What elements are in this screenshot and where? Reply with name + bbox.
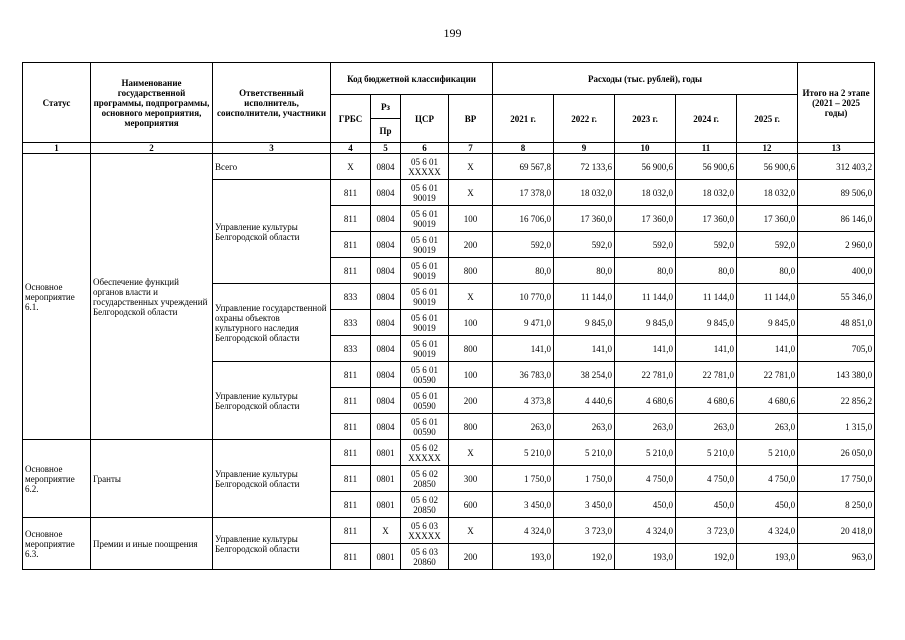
- executor-cell: Управление культуры Белгородской области: [213, 180, 331, 284]
- rz-cell: 0801: [371, 466, 401, 492]
- csr-cell: 05 6 01 90019: [401, 284, 449, 310]
- header-year-2025: 2025 г.: [737, 95, 798, 143]
- value-2025-cell: 592,0: [737, 232, 798, 258]
- total-cell: 20 418,0: [798, 518, 875, 544]
- grbs-cell: 811: [331, 544, 371, 570]
- rz-cell: 0804: [371, 362, 401, 388]
- value-2022-cell: 263,0: [554, 414, 615, 440]
- value-2021-cell: 3 450,0: [493, 492, 554, 518]
- table-body: [23, 154, 875, 570]
- total-cell: 1 315,0: [798, 414, 875, 440]
- executor-cell: Управление культуры Белгородской области: [213, 440, 331, 518]
- csr-cell: 05 6 01 90019: [401, 258, 449, 284]
- header-year-2022: 2022 г.: [554, 95, 615, 143]
- value-2023-cell: 4 324,0: [615, 518, 676, 544]
- grbs-cell: 811: [331, 258, 371, 284]
- grbs-cell: 811: [331, 492, 371, 518]
- value-2023-cell: 4 750,0: [615, 466, 676, 492]
- grbs-cell: 811: [331, 206, 371, 232]
- value-2025-cell: 141,0: [737, 336, 798, 362]
- column-number: 10: [615, 143, 676, 154]
- column-number: 9: [554, 143, 615, 154]
- column-number: 4: [331, 143, 371, 154]
- header-budget-code: Код бюджетной классификации: [331, 63, 493, 95]
- header-vr: ВР: [449, 95, 493, 143]
- value-2023-cell: 18 032,0: [615, 180, 676, 206]
- rz-cell: 0804: [371, 206, 401, 232]
- value-2025-cell: 22 781,0: [737, 362, 798, 388]
- csr-cell: 05 6 01 90019: [401, 232, 449, 258]
- value-2023-cell: 592,0: [615, 232, 676, 258]
- column-number: 6: [401, 143, 449, 154]
- vr-cell: X: [449, 180, 493, 206]
- status-cell: Основное мероприятие 6.2.: [23, 440, 91, 518]
- header-status: Статус: [23, 63, 91, 143]
- executor-cell: Управление культуры Белгородской области: [213, 362, 331, 440]
- value-2024-cell: 18 032,0: [676, 180, 737, 206]
- grbs-cell: 811: [331, 440, 371, 466]
- program-name-cell: Гранты: [91, 440, 213, 518]
- csr-cell: 05 6 01 90019: [401, 180, 449, 206]
- rz-cell: 0804: [371, 232, 401, 258]
- rz-cell: 0804: [371, 284, 401, 310]
- vr-cell: 100: [449, 206, 493, 232]
- header-grbs: ГРБС: [331, 95, 371, 143]
- column-number: 11: [676, 143, 737, 154]
- executor-cell: Управление государственной охраны объектов культурного наследия Белгородской области: [213, 284, 331, 362]
- header-rz: Рз: [371, 95, 401, 119]
- value-2023-cell: 141,0: [615, 336, 676, 362]
- value-2024-cell: 56 900,6: [676, 154, 737, 180]
- rz-cell: 0804: [371, 258, 401, 284]
- rz-cell: 0801: [371, 440, 401, 466]
- csr-cell: 05 6 03 XXXXX: [401, 518, 449, 544]
- vr-cell: X: [449, 154, 493, 180]
- value-2022-cell: 11 144,0: [554, 284, 615, 310]
- column-number: 8: [493, 143, 554, 154]
- total-cell: 89 506,0: [798, 180, 875, 206]
- value-2024-cell: 592,0: [676, 232, 737, 258]
- grbs-cell: 833: [331, 310, 371, 336]
- total-cell: 48 851,0: [798, 310, 875, 336]
- vr-cell: X: [449, 440, 493, 466]
- grbs-cell: X: [331, 154, 371, 180]
- column-number: 13: [798, 143, 875, 154]
- value-2021-cell: 10 770,0: [493, 284, 554, 310]
- value-2022-cell: 592,0: [554, 232, 615, 258]
- value-2024-cell: 22 781,0: [676, 362, 737, 388]
- value-2022-cell: 1 750,0: [554, 466, 615, 492]
- value-2023-cell: 56 900,6: [615, 154, 676, 180]
- value-2022-cell: 5 210,0: [554, 440, 615, 466]
- total-cell: 17 750,0: [798, 466, 875, 492]
- value-2024-cell: 17 360,0: [676, 206, 737, 232]
- executor-cell: Всего: [213, 154, 331, 180]
- value-2023-cell: 80,0: [615, 258, 676, 284]
- executor-cell: Управление культуры Белгородской области: [213, 518, 331, 570]
- value-2024-cell: 4 680,6: [676, 388, 737, 414]
- value-2023-cell: 9 845,0: [615, 310, 676, 336]
- table-row: [23, 154, 875, 180]
- value-2022-cell: 192,0: [554, 544, 615, 570]
- csr-cell: 05 6 02 20850: [401, 492, 449, 518]
- value-2021-cell: 5 210,0: [493, 440, 554, 466]
- value-2021-cell: 9 471,0: [493, 310, 554, 336]
- csr-cell: 05 6 02 XXXXX: [401, 440, 449, 466]
- grbs-cell: 811: [331, 232, 371, 258]
- vr-cell: 300: [449, 466, 493, 492]
- vr-cell: 100: [449, 362, 493, 388]
- value-2025-cell: 450,0: [737, 492, 798, 518]
- vr-cell: 800: [449, 414, 493, 440]
- total-cell: 8 250,0: [798, 492, 875, 518]
- header-csr: ЦСР: [401, 95, 449, 143]
- value-2023-cell: 5 210,0: [615, 440, 676, 466]
- vr-cell: 200: [449, 232, 493, 258]
- csr-cell: 05 6 01 90019: [401, 206, 449, 232]
- vr-cell: 200: [449, 544, 493, 570]
- value-2022-cell: 9 845,0: [554, 310, 615, 336]
- csr-cell: 05 6 01 XXXXX: [401, 154, 449, 180]
- column-number: 2: [91, 143, 213, 154]
- value-2022-cell: 17 360,0: [554, 206, 615, 232]
- column-number-row: [23, 143, 875, 154]
- value-2021-cell: 69 567,8: [493, 154, 554, 180]
- total-cell: 143 380,0: [798, 362, 875, 388]
- column-number: 7: [449, 143, 493, 154]
- total-cell: 2 960,0: [798, 232, 875, 258]
- rz-cell: 0804: [371, 154, 401, 180]
- header-expenses: Расходы (тыс. рублей), годы: [493, 63, 798, 95]
- value-2023-cell: 17 360,0: [615, 206, 676, 232]
- grbs-cell: 833: [331, 336, 371, 362]
- csr-cell: 05 6 01 90019: [401, 336, 449, 362]
- grbs-cell: 833: [331, 284, 371, 310]
- total-cell: 86 146,0: [798, 206, 875, 232]
- page-number: 199: [443, 26, 462, 40]
- grbs-cell: 811: [331, 362, 371, 388]
- value-2024-cell: 141,0: [676, 336, 737, 362]
- total-cell: 22 856,2: [798, 388, 875, 414]
- value-2025-cell: 263,0: [737, 414, 798, 440]
- header-year-2024: 2024 г.: [676, 95, 737, 143]
- value-2025-cell: 56 900,6: [737, 154, 798, 180]
- table-row: [23, 518, 875, 544]
- rz-cell: 0801: [371, 544, 401, 570]
- rz-cell: 0804: [371, 336, 401, 362]
- value-2023-cell: 193,0: [615, 544, 676, 570]
- csr-cell: 05 6 03 20860: [401, 544, 449, 570]
- status-cell: Основное мероприятие 6.1.: [23, 154, 91, 440]
- program-name-cell: Премии и иные поощрения: [91, 518, 213, 570]
- budget-table: [22, 62, 875, 570]
- vr-cell: 200: [449, 388, 493, 414]
- value-2022-cell: 4 440,6: [554, 388, 615, 414]
- value-2024-cell: 3 723,0: [676, 518, 737, 544]
- csr-cell: 05 6 01 00590: [401, 414, 449, 440]
- value-2022-cell: 3 723,0: [554, 518, 615, 544]
- total-cell: 963,0: [798, 544, 875, 570]
- grbs-cell: 811: [331, 388, 371, 414]
- value-2021-cell: 36 783,0: [493, 362, 554, 388]
- value-2025-cell: 17 360,0: [737, 206, 798, 232]
- csr-cell: 05 6 01 00590: [401, 362, 449, 388]
- value-2024-cell: 192,0: [676, 544, 737, 570]
- value-2024-cell: 450,0: [676, 492, 737, 518]
- header-year-2023: 2023 г.: [615, 95, 676, 143]
- vr-cell: 800: [449, 258, 493, 284]
- rz-cell: 0804: [371, 414, 401, 440]
- value-2025-cell: 4 680,6: [737, 388, 798, 414]
- value-2022-cell: 72 133,6: [554, 154, 615, 180]
- value-2025-cell: 193,0: [737, 544, 798, 570]
- value-2021-cell: 17 378,0: [493, 180, 554, 206]
- vr-cell: 600: [449, 492, 493, 518]
- value-2021-cell: 193,0: [493, 544, 554, 570]
- header-pr: Пр: [371, 119, 401, 143]
- value-2025-cell: 5 210,0: [737, 440, 798, 466]
- vr-cell: 800: [449, 336, 493, 362]
- vr-cell: X: [449, 284, 493, 310]
- program-name-cell: Обеспечение функций органов власти и государственных учреждений Белгородской области: [91, 154, 213, 440]
- header-year-2021: 2021 г.: [493, 95, 554, 143]
- column-number: 1: [23, 143, 91, 154]
- table-row: [23, 440, 875, 466]
- rz-cell: 0801: [371, 492, 401, 518]
- csr-cell: 05 6 01 00590: [401, 388, 449, 414]
- value-2024-cell: 11 144,0: [676, 284, 737, 310]
- value-2023-cell: 22 781,0: [615, 362, 676, 388]
- value-2023-cell: 450,0: [615, 492, 676, 518]
- value-2024-cell: 5 210,0: [676, 440, 737, 466]
- grbs-cell: 811: [331, 180, 371, 206]
- grbs-cell: 811: [331, 414, 371, 440]
- value-2021-cell: 592,0: [493, 232, 554, 258]
- value-2021-cell: 1 750,0: [493, 466, 554, 492]
- value-2022-cell: 18 032,0: [554, 180, 615, 206]
- value-2023-cell: 4 680,6: [615, 388, 676, 414]
- value-2024-cell: 9 845,0: [676, 310, 737, 336]
- value-2021-cell: 80,0: [493, 258, 554, 284]
- value-2022-cell: 3 450,0: [554, 492, 615, 518]
- value-2021-cell: 141,0: [493, 336, 554, 362]
- total-cell: 312 403,2: [798, 154, 875, 180]
- value-2021-cell: 4 324,0: [493, 518, 554, 544]
- rz-cell: 0804: [371, 388, 401, 414]
- vr-cell: X: [449, 518, 493, 544]
- status-cell: Основное мероприятие 6.3.: [23, 518, 91, 570]
- value-2022-cell: 80,0: [554, 258, 615, 284]
- rz-cell: 0804: [371, 180, 401, 206]
- rz-cell: 0804: [371, 310, 401, 336]
- total-cell: 55 346,0: [798, 284, 875, 310]
- column-number: 5: [371, 143, 401, 154]
- value-2024-cell: 263,0: [676, 414, 737, 440]
- value-2024-cell: 4 750,0: [676, 466, 737, 492]
- grbs-cell: 811: [331, 466, 371, 492]
- value-2025-cell: 9 845,0: [737, 310, 798, 336]
- vr-cell: 100: [449, 310, 493, 336]
- header-total: Итого на 2 этапе (2021 – 2025 годы): [798, 63, 875, 143]
- value-2025-cell: 80,0: [737, 258, 798, 284]
- value-2022-cell: 141,0: [554, 336, 615, 362]
- value-2025-cell: 11 144,0: [737, 284, 798, 310]
- total-cell: 400,0: [798, 258, 875, 284]
- value-2023-cell: 11 144,0: [615, 284, 676, 310]
- csr-cell: 05 6 01 90019: [401, 310, 449, 336]
- rz-cell: X: [371, 518, 401, 544]
- value-2021-cell: 16 706,0: [493, 206, 554, 232]
- total-cell: 705,0: [798, 336, 875, 362]
- value-2021-cell: 263,0: [493, 414, 554, 440]
- header-executor: Ответственный исполнитель, соисполнители, участники: [213, 63, 331, 143]
- csr-cell: 05 6 02 20850: [401, 466, 449, 492]
- value-2025-cell: 18 032,0: [737, 180, 798, 206]
- column-number: 12: [737, 143, 798, 154]
- value-2022-cell: 38 254,0: [554, 362, 615, 388]
- value-2025-cell: 4 324,0: [737, 518, 798, 544]
- value-2024-cell: 80,0: [676, 258, 737, 284]
- column-number: 3: [213, 143, 331, 154]
- value-2021-cell: 4 373,8: [493, 388, 554, 414]
- value-2023-cell: 263,0: [615, 414, 676, 440]
- total-cell: 26 050,0: [798, 440, 875, 466]
- grbs-cell: 811: [331, 518, 371, 544]
- header-program-name: Наименование государственной программы, подпрограммы, основного мероприятия, мероприятия: [91, 63, 213, 143]
- value-2025-cell: 4 750,0: [737, 466, 798, 492]
